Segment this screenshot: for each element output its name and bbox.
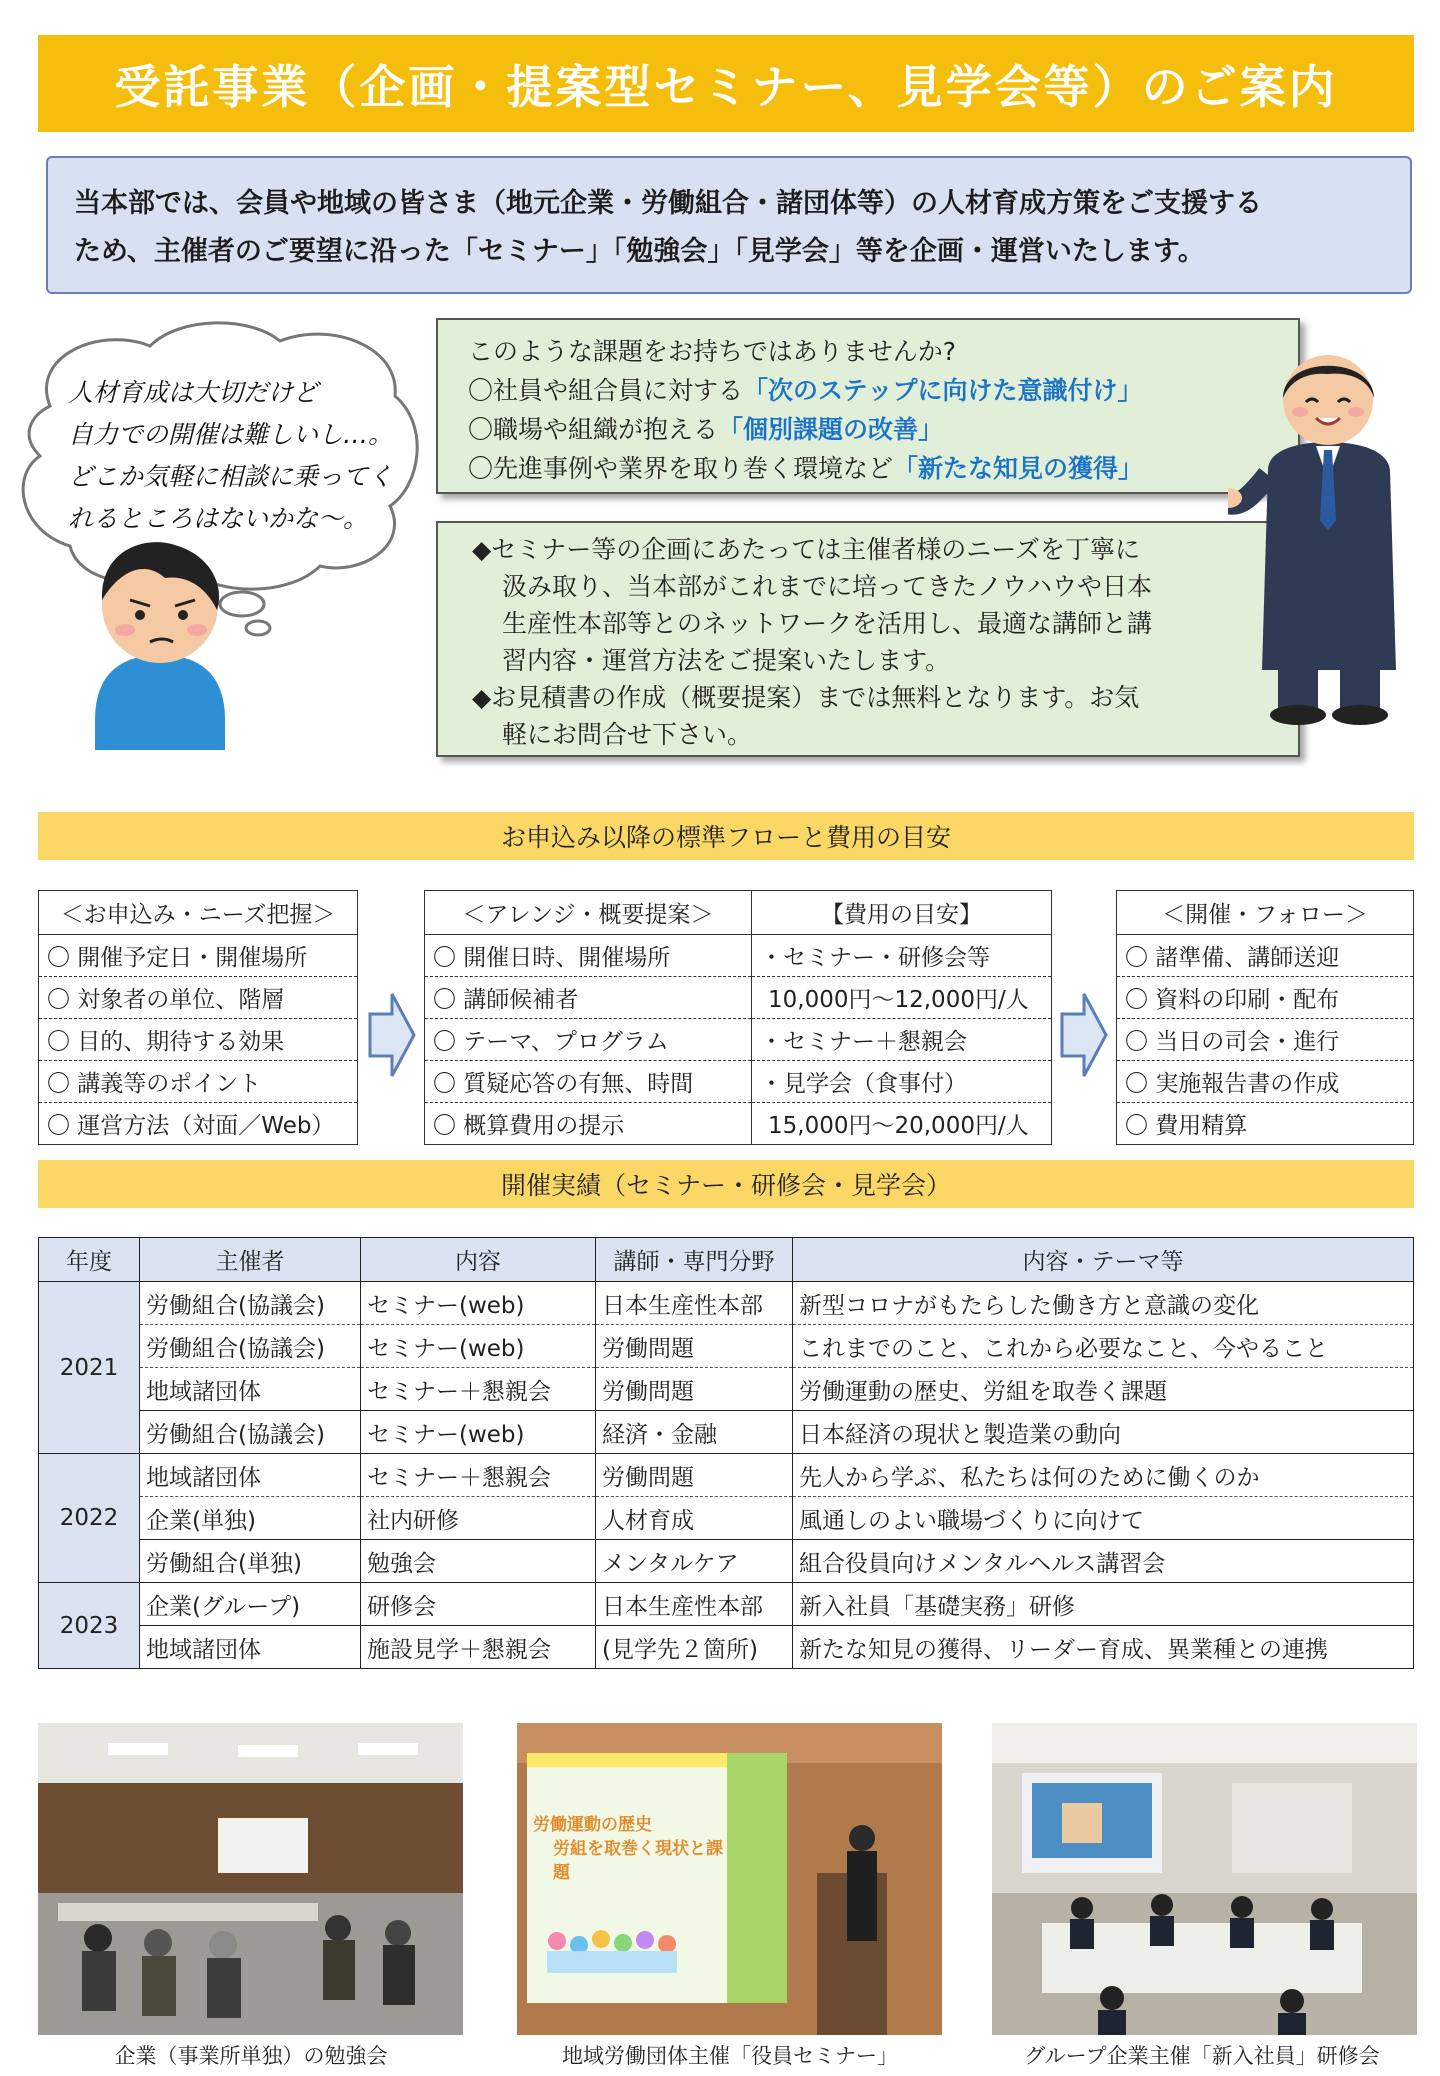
speaker-cell: 労働問題 [596, 1368, 793, 1411]
table-row [39, 1411, 1414, 1454]
intro-banner [46, 156, 1412, 294]
flow-item: 〇 概算費用の提示 [425, 1103, 752, 1145]
notes-line: 習内容・運営方法をご提案いたします。 [502, 646, 951, 675]
flow-step-header: ＜お申込み・ニーズ把握＞ [39, 891, 358, 935]
year-cell: 2021 [39, 1282, 140, 1454]
organizer-cell: 労働組合(協議会) [140, 1282, 361, 1325]
format-cell: 勉強会 [361, 1540, 596, 1583]
flow-item: 〇 当日の司会・進行 [1117, 1019, 1414, 1061]
thought-text [68, 372, 428, 540]
column-header: 主催者 [140, 1238, 361, 1282]
thought-line: 自力での開催は難しいし…。 [68, 420, 394, 449]
photo-caption: グループ企業主催「新入社員」研修会 [1024, 2044, 1380, 2068]
table-row [39, 1454, 1414, 1497]
organizer-cell: 企業(グループ) [140, 1583, 361, 1626]
issues-box [436, 318, 1300, 494]
flow-item: 〇 実施報告書の作成 [1117, 1061, 1414, 1103]
format-cell: 社内研修 [361, 1497, 596, 1540]
issue-prefix: 〇社員や組合員に対する [468, 376, 744, 405]
cost-item: 15,000円～20,000円/人 [752, 1103, 1052, 1145]
notes-line: 生産性本部等とのネットワークを活用し、最適な講師と講 [502, 609, 1153, 638]
organizer-cell: 地域諸団体 [140, 1368, 361, 1411]
table-row [39, 1540, 1414, 1583]
intro-line-1: 当本部では、会員や地域の皆さま（地元企業・労働組合・諸団体等）の人材育成方策をご支援する [74, 188, 1262, 219]
issue-item [468, 449, 1268, 488]
issue-highlight: 「次のステップに向けた意識付け」 [743, 376, 1143, 405]
flow-item: 〇 開催予定日・開催場所 [39, 935, 358, 977]
cost-item: ・見学会（食事付） [752, 1061, 1052, 1103]
flow-section-header [38, 812, 1414, 860]
flow-item: 〇 資料の印刷・配布 [1117, 977, 1414, 1019]
table-row [39, 1368, 1414, 1411]
theme-cell: 新たな知見の獲得、リーダー育成、異業種との連携 [793, 1626, 1414, 1669]
organizer-cell: 地域諸団体 [140, 1626, 361, 1669]
table-row [39, 1497, 1414, 1540]
theme-cell: 新入社員「基礎実務」研修 [793, 1583, 1414, 1626]
flow-item: 〇 諸準備、講師送迎 [1117, 935, 1414, 977]
table-row [39, 1583, 1414, 1626]
theme-cell: 日本経済の現状と製造業の動向 [793, 1411, 1414, 1454]
flow-item: 〇 テーマ、プログラム [425, 1019, 752, 1061]
flow-item: 〇 運営方法（対面／Web） [39, 1103, 358, 1145]
photo-officer-seminar [517, 1723, 942, 2035]
records-table [38, 1237, 1414, 1669]
notes-line: 汲み取り、当本部がこれまでに培ってきたノウハウや日本 [502, 572, 1153, 601]
flow-step-2-table [424, 890, 1052, 1145]
notes-line: 軽にお問合せ下さい。 [502, 720, 753, 749]
issue-prefix: 〇職場や組織が抱える [468, 415, 719, 444]
photo-caption: 地域労働団体主催「役員セミナー」 [562, 2044, 898, 2068]
thought-line: 人材育成は大切だけど [68, 378, 319, 407]
issue-highlight: 「新たな知見の獲得」 [893, 454, 1144, 483]
theme-cell: 組合役員向けメンタルヘルス講習会 [793, 1540, 1414, 1583]
speaker-cell: 人材育成 [596, 1497, 793, 1540]
flow-step-3-table [1116, 890, 1414, 1145]
theme-cell: これまでのこと、これから必要なこと、今やること [793, 1325, 1414, 1368]
issues-heading: このような課題をお持ちではありませんか? [468, 337, 957, 366]
flow-item: 〇 費用精算 [1117, 1103, 1414, 1145]
column-header: 年度 [39, 1238, 140, 1282]
speaker-cell: 日本生産性本部 [596, 1583, 793, 1626]
arrow-right-icon [1058, 990, 1110, 1080]
speaker-cell: 日本生産性本部 [596, 1282, 793, 1325]
worried-person-icon [85, 530, 235, 750]
flow-item: 〇 講義等のポイント [39, 1061, 358, 1103]
slide-title [533, 1813, 733, 1885]
flow-section-title: お申込み以降の標準フローと費用の目安 [500, 823, 951, 852]
organizer-cell: 地域諸団体 [140, 1454, 361, 1497]
cost-header: 【費用の目安】 [752, 891, 1052, 935]
flow-item: 〇 質疑応答の有無、時間 [425, 1061, 752, 1103]
issue-item [468, 410, 1268, 449]
photo-study-session [38, 1723, 463, 2035]
flow-step-header: ＜開催・フォロー＞ [1117, 891, 1414, 935]
organizer-cell: 労働組合(協議会) [140, 1325, 361, 1368]
intro-line-2: ため、主催者のご要望に沿った「セミナー」「勉強会」「見学会」等を企画・運営いたします。 [74, 236, 1205, 267]
cost-item: ・セミナー・研修会等 [752, 935, 1052, 977]
photo-caption: 企業（事業所単独）の勉強会 [114, 2044, 388, 2068]
format-cell: セミナー＋懇親会 [361, 1454, 596, 1497]
speaker-cell: (見学先２箇所) [596, 1626, 793, 1669]
format-cell: セミナー(web) [361, 1411, 596, 1454]
thought-line: どこか気軽に相談に乗ってく [68, 462, 394, 491]
notes-line: ◆セミナー等の企画にあたっては主催者様のニーズを丁寧に [472, 535, 1140, 564]
column-header: 内容 [361, 1238, 596, 1282]
cost-item: ・セミナー＋懇親会 [752, 1019, 1052, 1061]
organizer-cell: 労働組合(協議会) [140, 1411, 361, 1454]
format-cell: セミナー＋懇親会 [361, 1368, 596, 1411]
flow-step-header: ＜アレンジ・概要提案＞ [425, 891, 752, 935]
speaker-cell: 労働問題 [596, 1325, 793, 1368]
format-cell: 施設見学＋懇親会 [361, 1626, 596, 1669]
format-cell: 研修会 [361, 1583, 596, 1626]
speaker-cell: 労働問題 [596, 1454, 793, 1497]
table-row [39, 1282, 1414, 1325]
slide-line: 労組を取巻く現状と課題 [553, 1839, 723, 1883]
column-header: 講師・専門分野 [596, 1238, 793, 1282]
arrow-right-icon [366, 990, 418, 1080]
flow-item: 〇 開催日時、開催場所 [425, 935, 752, 977]
table-header-row [39, 1238, 1414, 1282]
format-cell: セミナー(web) [361, 1282, 596, 1325]
theme-cell: 先人から学ぶ、私たちは何のために働くのか [793, 1454, 1414, 1497]
flow-step-1-table [38, 890, 358, 1145]
thought-line: れるところはないかな～。 [68, 504, 369, 533]
theme-cell: 新型コロナがもたらした働き方と意識の変化 [793, 1282, 1414, 1325]
format-cell: セミナー(web) [361, 1325, 596, 1368]
theme-cell: 風通しのよい職場づくりに向けて [793, 1497, 1414, 1540]
year-cell: 2023 [39, 1583, 140, 1669]
speaker-cell: メンタルケア [596, 1540, 793, 1583]
column-header: 内容・テーマ等 [793, 1238, 1414, 1282]
flow-item: 〇 目的、期待する効果 [39, 1019, 358, 1061]
table-row [39, 1325, 1414, 1368]
records-section-header [38, 1160, 1414, 1208]
records-section-title: 開催実績（セミナー・研修会・見学会） [500, 1171, 951, 1200]
issue-prefix: 〇先進事例や業界を取り巻く環境など [468, 454, 894, 483]
organizer-cell: 労働組合(単独) [140, 1540, 361, 1583]
table-row [39, 1626, 1414, 1669]
notes-line: ◆お見積書の作成（概要提案）までは無料となります。お気 [472, 683, 1140, 712]
page-title: 受託事業（企画・提案型セミナー、見学会等）のご案内 [114, 59, 1338, 114]
issue-item [468, 371, 1268, 410]
page-title-bar [38, 35, 1414, 132]
cost-item: 10,000円～12,000円/人 [752, 977, 1052, 1019]
year-cell: 2022 [39, 1454, 140, 1583]
slide-line: 労働運動の歴史 [533, 1815, 652, 1835]
flow-item: 〇 対象者の単位、階層 [39, 977, 358, 1019]
photo-training [992, 1723, 1417, 2035]
notes-box [436, 521, 1300, 757]
organizer-cell: 企業(単独) [140, 1497, 361, 1540]
issue-highlight: 「個別課題の改善」 [718, 415, 944, 444]
speaker-cell: 経済・金融 [596, 1411, 793, 1454]
theme-cell: 労働運動の歴史、労組を取巻く課題 [793, 1368, 1414, 1411]
flow-item: 〇 講師候補者 [425, 977, 752, 1019]
businessman-icon [1228, 350, 1428, 730]
